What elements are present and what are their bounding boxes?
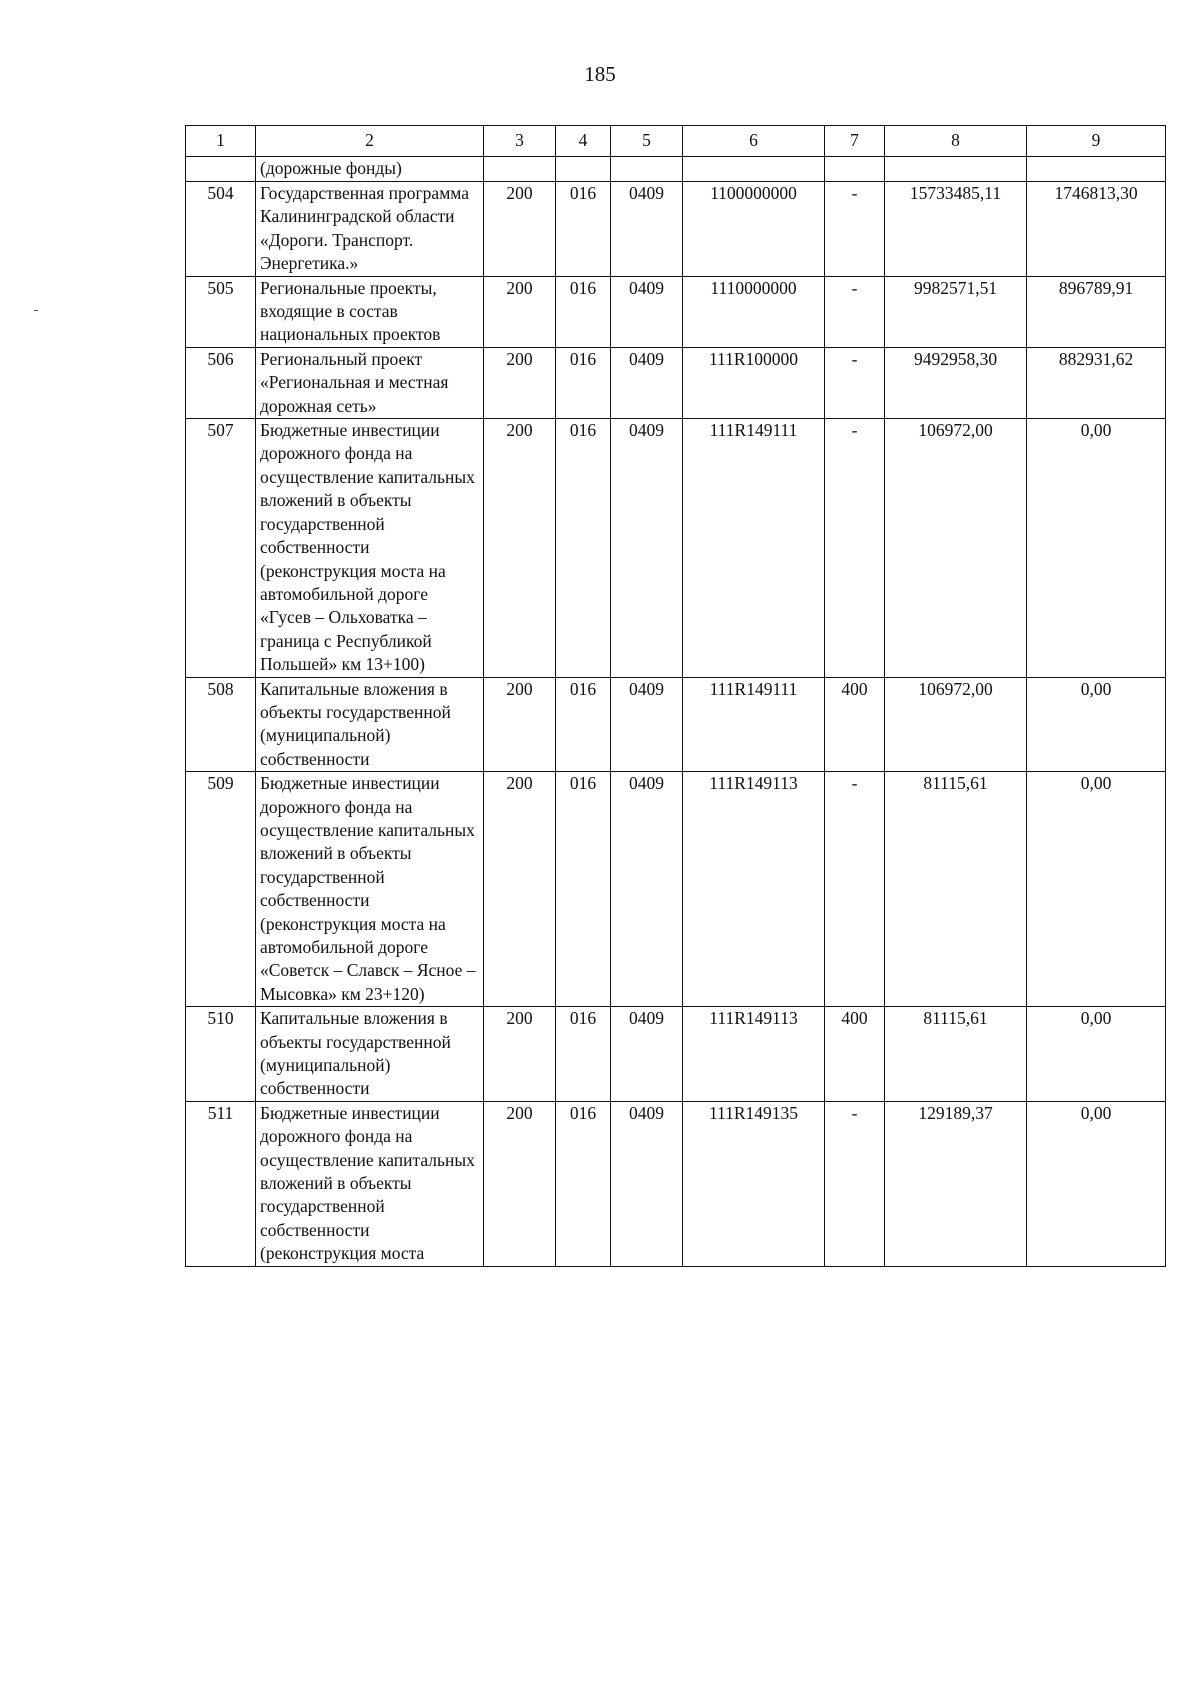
- cell-col3: 200: [484, 419, 556, 677]
- row-name: Бюджетные инвестиции дорожного фонда на осуществление капитальных вложений в объекты государственной собственности (реконструкция моста на автомобильной дороге «Советск – Славск – Ясное – Мысовка» км 23+120): [256, 772, 484, 1007]
- table-row: [186, 1007, 1166, 1102]
- cell-col4: 016: [556, 347, 611, 418]
- cell-col6: 111R149113: [683, 772, 825, 1007]
- cell-col5: 0409: [611, 1007, 683, 1102]
- cell-col8: 129189,37: [885, 1101, 1027, 1266]
- cell-col8: 15733485,11: [885, 182, 1027, 277]
- cell-col4: 016: [556, 419, 611, 677]
- cell-col6: 111R149113: [683, 1007, 825, 1102]
- row-name: Капитальные вложения в объекты государственной (муниципальной) собственности: [256, 677, 484, 772]
- column-header: 4: [556, 126, 611, 157]
- row-number: 506: [186, 347, 256, 418]
- column-header: 6: [683, 126, 825, 157]
- row-number: 508: [186, 677, 256, 772]
- cell-col3: 200: [484, 677, 556, 772]
- row-number: 505: [186, 276, 256, 347]
- table-row: [186, 1101, 1166, 1266]
- cell-col8: 81115,61: [885, 1007, 1027, 1102]
- cell-col5: 0409: [611, 276, 683, 347]
- cell-col4: 016: [556, 276, 611, 347]
- row-name: Государственная программа Калининградской области «Дороги. Транспорт. Энергетика.»: [256, 182, 484, 277]
- column-header: 5: [611, 126, 683, 157]
- cell-col8: 9492958,30: [885, 347, 1027, 418]
- cell-col9: 882931,62: [1027, 347, 1166, 418]
- row-name: Бюджетные инвестиции дорожного фонда на осуществление капитальных вложений в объекты государственной собственности (реконструкция моста: [256, 1101, 484, 1266]
- cell-col4: 016: [556, 677, 611, 772]
- cell-col8: 81115,61: [885, 772, 1027, 1007]
- cell-col8: 9982571,51: [885, 276, 1027, 347]
- row-number: 504: [186, 182, 256, 277]
- cell-col7: -: [825, 1101, 885, 1266]
- column-header: 3: [484, 126, 556, 157]
- cell-col4: 016: [556, 1007, 611, 1102]
- table-row: [186, 276, 1166, 347]
- cell-col8: 106972,00: [885, 419, 1027, 677]
- cell-col8: 106972,00: [885, 677, 1027, 772]
- cell-col9: 0,00: [1027, 1101, 1166, 1266]
- cell-col7: -: [825, 772, 885, 1007]
- table-row: [186, 677, 1166, 772]
- cell-col6: 111R100000: [683, 347, 825, 418]
- cell-col3: 200: [484, 1007, 556, 1102]
- cell-col5: 0409: [611, 772, 683, 1007]
- cell-col5: 0409: [611, 677, 683, 772]
- cell-col4: 016: [556, 182, 611, 277]
- cell-col7: -: [825, 347, 885, 418]
- row-name: Региональные проекты, входящие в состав национальных проектов: [256, 276, 484, 347]
- cell-col7: -: [825, 276, 885, 347]
- row-name: Капитальные вложения в объекты государственной (муниципальной) собственности: [256, 1007, 484, 1102]
- cell-col4: 016: [556, 1101, 611, 1266]
- row-number: 511: [186, 1101, 256, 1266]
- cell-col6: 111R149111: [683, 677, 825, 772]
- cell-col3: 200: [484, 347, 556, 418]
- cell-col7: -: [825, 182, 885, 277]
- row-name: Бюджетные инвестиции дорожного фонда на осуществление капитальных вложений в объекты государственной собственности (реконструкция моста на автомобильной дороге «Гусев – Ольховатка – граница с Республикой Польшей» км 13+100): [256, 419, 484, 677]
- page-number: 185: [584, 62, 616, 86]
- cell-col5: 0409: [611, 419, 683, 677]
- cell-col9: 0,00: [1027, 419, 1166, 677]
- cell-col6: 1100000000: [683, 182, 825, 277]
- cell-col6: 111R149135: [683, 1101, 825, 1266]
- cell-col7: -: [825, 419, 885, 677]
- cell-col3: 200: [484, 182, 556, 277]
- margin-mark: [34, 310, 38, 311]
- row-name: Региональный проект «Региональная и местная дорожная сеть»: [256, 347, 484, 418]
- header-row: [186, 126, 1166, 157]
- table-row: [186, 419, 1166, 677]
- budget-table: [185, 125, 1166, 1267]
- cell-col6: 1110000000: [683, 276, 825, 347]
- row-number: 510: [186, 1007, 256, 1102]
- column-header: 8: [885, 126, 1027, 157]
- cell-col4: 016: [556, 772, 611, 1007]
- cell-col3: 200: [484, 772, 556, 1007]
- cell-col7: 400: [825, 677, 885, 772]
- cell-col9: 0,00: [1027, 772, 1166, 1007]
- cell-col5: 0409: [611, 347, 683, 418]
- cell-col5: 0409: [611, 1101, 683, 1266]
- cell-col6: 111R149111: [683, 419, 825, 677]
- column-header: 1: [186, 126, 256, 157]
- continuation-text: (дорожные фонды): [256, 157, 484, 182]
- table-row: [186, 772, 1166, 1007]
- cell-col3: 200: [484, 276, 556, 347]
- row-number: 509: [186, 772, 256, 1007]
- column-header: 7: [825, 126, 885, 157]
- cell-col7: 400: [825, 1007, 885, 1102]
- cell-col9: 896789,91: [1027, 276, 1166, 347]
- cell-col9: 0,00: [1027, 1007, 1166, 1102]
- cell-col3: 200: [484, 1101, 556, 1266]
- column-header: 2: [256, 126, 484, 157]
- table-row: [186, 182, 1166, 277]
- continuation-row: [186, 157, 1166, 182]
- cell-col5: 0409: [611, 182, 683, 277]
- row-number: 507: [186, 419, 256, 677]
- cell-col9: 1746813,30: [1027, 182, 1166, 277]
- column-header: 9: [1027, 126, 1166, 157]
- table-row: [186, 347, 1166, 418]
- cell-col9: 0,00: [1027, 677, 1166, 772]
